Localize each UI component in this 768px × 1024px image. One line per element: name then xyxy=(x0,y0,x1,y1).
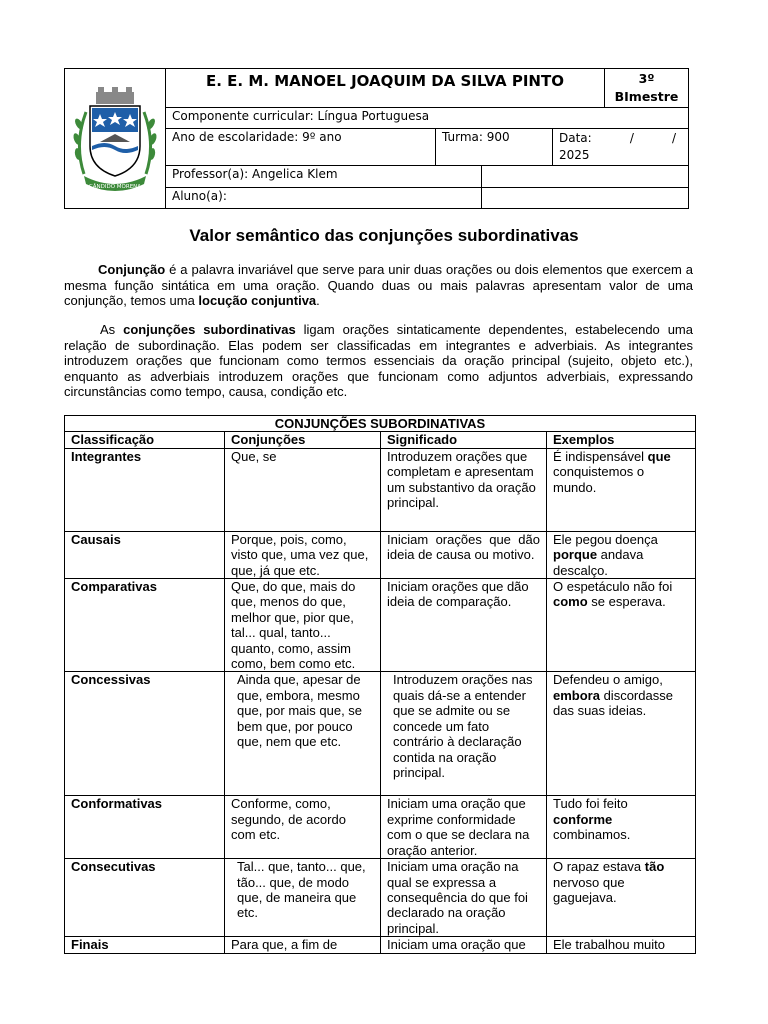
term-conjuncao: Conjunção xyxy=(98,262,166,277)
row-conjuncoes: Porque, pois, como, visto que, uma vez que, que, já que etc. xyxy=(225,531,381,578)
bimestre-number: 3º xyxy=(638,71,655,86)
row-exemplo: Ele trabalhou muito xyxy=(547,937,696,953)
para1-text: é a palavra invariável que serve para unir duas orações ou dois elementos que exercem a mesma função sintática em uma oração. Quando duas ou mais palavras apresentam valor de uma conjunção, temos uma xyxy=(64,262,693,308)
row-significado: Introduzem orações que completam e apresentam um substantivo da oração principal. xyxy=(381,448,547,531)
row-conjuncoes: Que, do que, mais do que, menos do que, melhor que, pior que, tal... qual, tanto... quanto, como, assim como, bem como etc. xyxy=(225,579,381,672)
row-classificacao: Comparativas xyxy=(65,579,225,672)
school-name: E. E. M. MANOEL JOAQUIM DA SILVA PINTO xyxy=(166,69,605,107)
table-row xyxy=(65,448,696,531)
logo-ribbon-text: CÂNDIDO MORENA xyxy=(88,183,142,190)
data-label: Data: / / xyxy=(559,131,677,146)
header-classificacao: Classificação xyxy=(65,432,225,448)
bimestre xyxy=(605,69,688,107)
row-conjuncoes: Tal... que, tanto... que, tão... que, de modo que, de maneira que etc. xyxy=(225,859,381,937)
table-row xyxy=(65,531,696,578)
row-exemplo: O rapaz estava tão nervoso que gaguejava. xyxy=(547,859,696,937)
row-significado: Iniciam uma oração que xyxy=(381,937,547,953)
table-caption: CONJUNÇÕES SUBORDINATIVAS xyxy=(65,416,696,432)
componente-curricular: Componente curricular: Língua Portuguesa xyxy=(172,109,430,123)
header-fields xyxy=(166,69,688,208)
table-row xyxy=(65,672,696,796)
row-exemplo: É indispensável que conquistemos o mundo. xyxy=(547,448,696,531)
term-locucao: locução conjuntiva xyxy=(198,293,317,308)
ano-escolaridade: Ano de escolaridade: 9º ano xyxy=(166,129,436,165)
row-exemplo: Ele pegou doença porque andava descalço. xyxy=(547,531,696,578)
row-classificacao: Causais xyxy=(65,531,225,578)
row-exemplo: Tudo foi feito conforme combinamos. xyxy=(547,796,696,859)
row-conjuncoes: Para que, a fim de xyxy=(225,937,381,953)
conjunctions-table xyxy=(64,415,696,954)
aluno: Aluno(a): xyxy=(166,188,482,208)
row-conjuncoes: Ainda que, apesar de que, embora, mesmo que, por mais que, se bem que, por pouco que, nem que etc. xyxy=(225,672,381,796)
row-significado: Iniciam orações que dão ideia de comparação. xyxy=(381,579,547,672)
row-exemplo: Defendeu o amigo, embora discordasse das suas ideias. xyxy=(547,672,696,796)
table-caption-row xyxy=(65,416,696,432)
table-row xyxy=(65,937,696,953)
paragraph-conjuncao xyxy=(64,262,693,309)
professor-blank xyxy=(482,166,494,186)
row-exemplo: O espetáculo não foi como se esperava. xyxy=(547,579,696,672)
municipal-crest-logo xyxy=(70,84,160,194)
professor: Professor(a): Angelica Klem xyxy=(166,166,482,186)
row-significado: Iniciam orações que dão ideia de causa ou motivo. xyxy=(381,531,547,578)
row-classificacao: Consecutivas xyxy=(65,859,225,937)
header-significado: Significado xyxy=(381,432,547,448)
aluno-blank xyxy=(482,188,494,208)
logo-cell xyxy=(65,69,166,208)
para1-end: . xyxy=(316,293,320,308)
school-header xyxy=(64,68,689,209)
row-classificacao: Conformativas xyxy=(65,796,225,859)
row-significado: Iniciam uma oração na qual se expressa a consequência do que foi declarado na oração principal. xyxy=(381,859,547,937)
row-classificacao: Integrantes xyxy=(65,448,225,531)
term-subordinativas: conjunções subordinativas xyxy=(123,322,296,337)
data-year: 2025 xyxy=(559,148,590,163)
header-exemplos: Exemplos xyxy=(547,432,696,448)
header-conjuncoes: Conjunções xyxy=(225,432,381,448)
para2-start: As xyxy=(100,322,124,337)
para2-text: ligam orações sintaticamente dependentes, estabelecendo uma relação de subordinação. Elas podem ser classificadas em integrantes e adverbiais. As integrantes introduzem orações que funcionam como termos essenciais da oração principal (sujeito, objeto etc.), enquanto as adverbiais introduzem orações que funcionam como adjuntos adverbiais, expressando circunstâncias como tempo, causa, condição etc. xyxy=(64,322,693,399)
table-row xyxy=(65,796,696,859)
paragraph-subordinativas xyxy=(64,322,693,400)
turma: Turma: 900 xyxy=(436,129,553,165)
table-row xyxy=(65,859,696,937)
row-significado: Introduzem orações nas quais dá-se a entender que se admite ou se concede um fato contrário à declaração contida na oração principal. xyxy=(381,672,547,796)
row-significado: Iniciam uma oração que exprime conformidade com o que se declara na oração anterior. xyxy=(381,796,547,859)
table-header-row xyxy=(65,432,696,448)
row-classificacao: Concessivas xyxy=(65,672,225,796)
row-conjuncoes: Conforme, como, segundo, de acordo com etc. xyxy=(225,796,381,859)
row-conjuncoes: Que, se xyxy=(225,448,381,531)
data-field xyxy=(553,129,688,165)
table-row xyxy=(65,579,696,672)
row-classificacao: Finais xyxy=(65,937,225,953)
bimestre-label: BImestre xyxy=(614,89,679,104)
page-title: Valor semântico das conjunções subordinativas xyxy=(189,226,579,245)
